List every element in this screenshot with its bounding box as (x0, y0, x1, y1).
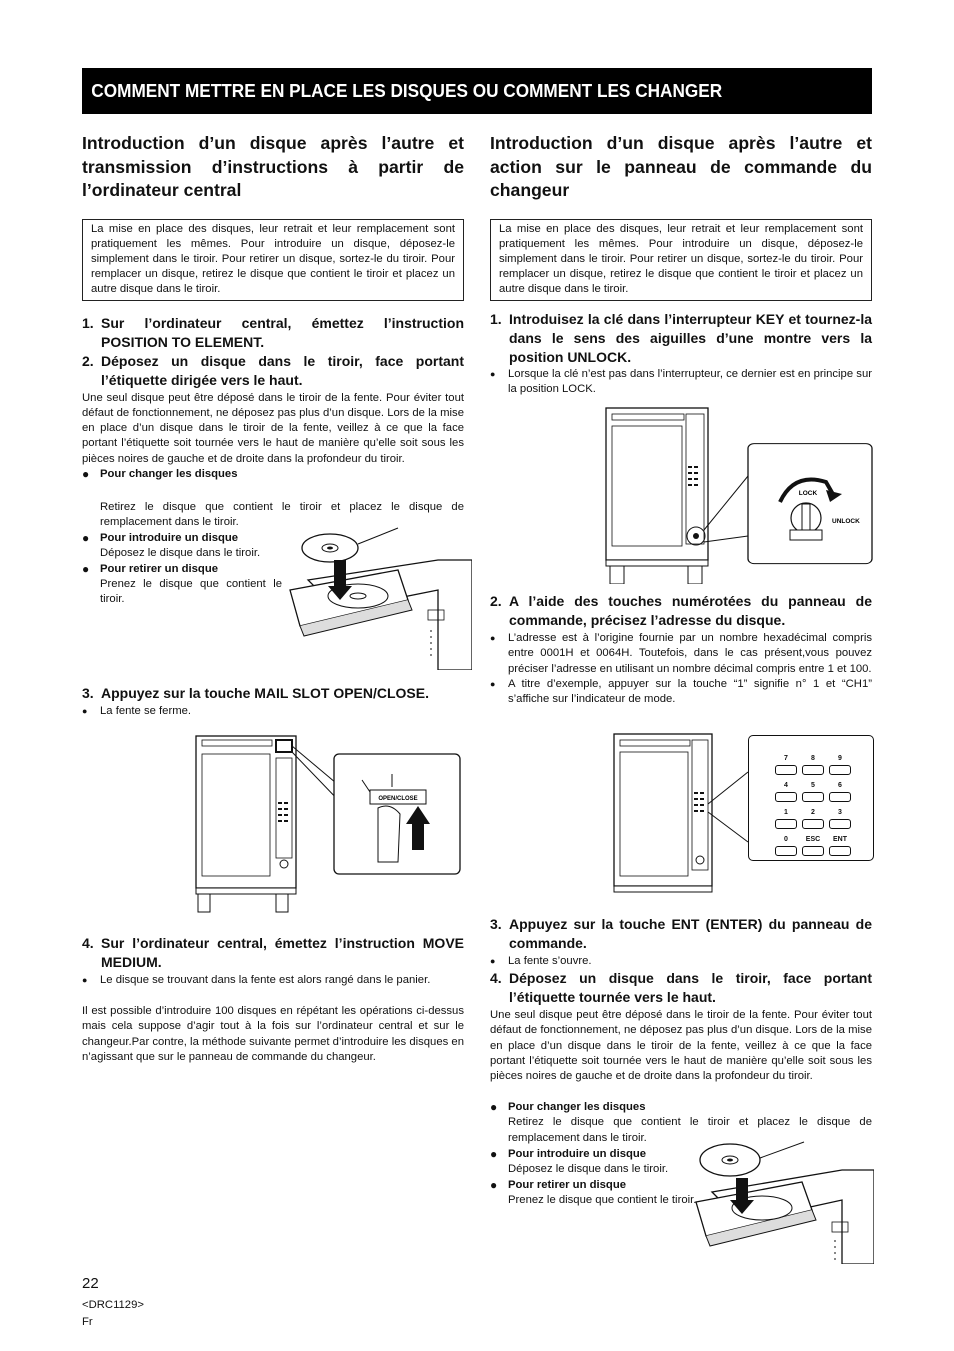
keypad-row-labels (775, 808, 851, 817)
changer-openclose-illustration (192, 732, 464, 918)
right-step-3: 3. Appuyez sur la touche ENT (ENTER) du panneau de commande. (490, 916, 872, 951)
right-note-box: La mise en place des disques, leur retrait et leur remplacement sont pratiquement les mêmes. Pour introduire un disque, déposez-le simplement dans le tiroir. Pour retirer un disque, sortez-le du tiroir. Pour remplacer un disque, retirez le disque que contient le tiroir et placez un autre disque dans le tiroir. (490, 219, 872, 301)
keypad-key[interactable] (802, 792, 824, 802)
right-heading: Introduction d’un disque après l’autre et action sur le panneau de commande du changeur (490, 133, 872, 200)
keypad-key[interactable] (829, 792, 851, 802)
keypad-key[interactable] (829, 819, 851, 829)
left-note-box: La mise en place des disques, leur retrait et leur remplacement sont pratiquement les mêmes. Pour introduire un disque, déposez-le simplement dans le tiroir. Pour retirer un disque, sortez-le du tiroir. Pour remplacer un disque, retirez le disque que contient le tiroir et placez un autre disque dans le tiroir. (82, 219, 464, 301)
right-step-2-bullets (490, 631, 872, 707)
bullet-icon: ● (82, 531, 90, 545)
keypad-key[interactable] (775, 765, 797, 775)
keypad-row-labels (775, 781, 851, 790)
left-step-3: 3. Appuyez sur la touche MAIL SLOT OPEN/CLOSE. (82, 685, 430, 701)
changer-keypad-illustration (612, 732, 874, 894)
right-step-1: 1. Introduisez la clé dans l’interrupteur KEY et tournez-la dans le sens des aiguilles d’une montre vers la position UNLOCK. (490, 310, 872, 365)
right-step-2: 2. A l’aide des touches numérotées du panneau de commande, précisez l’adresse du disque. (490, 593, 872, 628)
keypad-key[interactable] (829, 765, 851, 775)
unlock-label: UNLOCK (832, 518, 860, 525)
left-sub1-text: Retirez le disque que contient le tiroir et placez le disque de remplacement dans le tiroir. (100, 501, 464, 529)
left-heading: Introduction d’un disque après l’autre et transmission d’instructions à partir de l’ordinateur central (82, 133, 464, 200)
openclose-key-label: OPEN/CLOSE (378, 796, 418, 802)
keypad-label: ESC (805, 836, 821, 843)
sub-item: ● Pour changer les disques (82, 467, 238, 481)
left-step-1: 1. Sur l’ordinateur central, émettez l’instruction POSITION TO ELEMENT. (82, 314, 464, 350)
keypad-key[interactable] (802, 846, 824, 856)
keypad-key[interactable] (802, 819, 824, 829)
right-step-3-bullet: ● La fente s’ouvre. (490, 954, 872, 969)
keypad-key[interactable] (775, 846, 797, 856)
bullet-icon: ● (82, 975, 88, 985)
bullet-icon: ● (490, 1177, 498, 1192)
disc-drawer-illustration (288, 520, 472, 670)
right-step-1-bullet: ● Lorsque la clé n’est pas dans l’interrupteur, ce dernier est en principe sur la position LOCK. (490, 367, 872, 398)
keypad-zoom (748, 735, 874, 861)
keypad-key[interactable] (829, 846, 851, 856)
left-step-2-body: Une seul disque peut être déposé dans le tiroir de la fente. Pour éviter tout défaut de fonctionnement, ne déposez pas plus d’un disque. Lors de la mise en place d’un disque dans le tiroir de la fente, veillez à ce que la face portant l’étiquette soit tournée vers le haut de manière qu’elle soit sous les pièces noires de gauche et de droite dans la profondeur du tiroir. (82, 391, 464, 465)
keypad-label: 0 (784, 836, 788, 843)
keypad-label: 8 (811, 755, 815, 762)
bullet-item: ● A titre d’exemple, appuyer sur la touche “1” signifie n° 1 et “CH1” s’affiche sur l’indicateur de mode. (490, 677, 872, 708)
sub-item: ● Pour retirer un disque Prenez le disque que contient le tiroir. (82, 562, 282, 608)
left-step-4: 4. Sur l’ordinateur central, émettez l’instruction MOVE MEDIUM. (82, 935, 464, 970)
bullet-icon: ● (490, 956, 496, 966)
keypad-label: 1 (784, 809, 788, 816)
keypad-label: 6 (838, 782, 842, 789)
right-subitems-2 (490, 1147, 698, 1208)
bullet-icon: ● (490, 633, 496, 643)
keypad-row-keys (775, 765, 851, 775)
changer-key-illustration (604, 406, 874, 584)
sub-item: ● Pour changer les disques Retirez le disque que contient le tiroir et placez le disque de remplacement dans le tiroir. (490, 1100, 872, 1146)
left-step-3-bullet: ● La fente se ferme. (82, 704, 464, 719)
changer-front-illustration (612, 732, 752, 894)
left-step-4-bullet: ● Le disque se trouvant dans la fente est alors rangé dans le panier. (82, 973, 464, 988)
keypad-row-keys (775, 792, 851, 802)
bullet-icon: ● (490, 1100, 498, 1114)
keypad-row-labels (775, 835, 851, 844)
right-step-4-body: Une seul disque peut être déposé dans le tiroir de la fente. Pour éviter tout défaut de fonctionnement, ne déposez pas plus d’un disque. Lors de la mise en place d’un disque dans le tiroir de la fente, veillez à ce que la face portant l’étiquette soit tournée vers le haut de manière qu’elle soit sous les pièces noires de gauche et de droite dans la profondeur du tiroir. (490, 1009, 872, 1083)
keypad-label: 7 (784, 755, 788, 762)
left-step-2: 2. Déposez un disque dans le tiroir, face portant l’étiquette dirigée vers le haut. (82, 352, 464, 388)
bullet-icon: ● (82, 467, 90, 481)
bullet-icon: ● (82, 706, 88, 716)
lock-label: LOCK (798, 490, 818, 497)
left-column (82, 132, 464, 482)
sub-item: ● Pour retirer un disque Prenez le disque que contient le tiroir. (490, 1178, 698, 1209)
bullet-icon: ● (490, 368, 496, 379)
bullet-item: ● L’adresse est à l’origine fournie par un nombre hexadécimal compris entre 0001H et 0064H. Toutefois, dans le cas présent,vous pouvez préciser l’adresse en utilisant un nombre décimal compris entre 1 et 100. (490, 631, 872, 677)
section-title: COMMENT METTRE EN PLACE LES DISQUES OU COMMENT LES CHANGER (91, 80, 723, 101)
sub-item: ● Pour introduire un disque Déposez le disque dans le tiroir. (490, 1147, 698, 1178)
right-step-4: 4. Déposez un disque dans le tiroir, face portant l’étiquette tournée vers le haut. (490, 970, 872, 1005)
disc-drawer-illustration-2 (692, 1136, 874, 1264)
keypad-key[interactable] (775, 819, 797, 829)
keypad-label: 9 (838, 755, 842, 762)
keypad-label: 2 (811, 809, 815, 816)
keypad-key[interactable] (802, 765, 824, 775)
keypad-row-keys (775, 819, 851, 829)
keypad-row-labels (775, 754, 851, 763)
keypad-label: 4 (784, 782, 788, 789)
keypad-label: 3 (838, 809, 842, 816)
keypad-key[interactable] (775, 792, 797, 802)
bullet-icon: ● (490, 1147, 498, 1161)
right-column (490, 132, 872, 397)
bullet-icon: ● (490, 678, 496, 689)
language-code: Fr (82, 1316, 93, 1328)
bullet-icon: ● (82, 561, 90, 576)
left-closing-paragraph: Il est possible d’introduire 100 disques en répétant les opérations ci-dessus mais cela suppose d’agir tout à la fois sur l’ordinateur central et sur le changeur.Par contre, la méthode suivante permet d’introduire les disques en n’agissant que sur le panneau de commande du changeur. (82, 1005, 464, 1063)
sub-item: ● Pour introduire un disque Déposez le disque dans le tiroir. (82, 531, 282, 562)
keypad-grid (775, 754, 851, 856)
keypad-label: ENT (833, 836, 847, 843)
keypad-row-keys (775, 846, 851, 856)
doc-code: <DRC1129> (82, 1299, 144, 1311)
left-subitems (82, 467, 282, 482)
keypad-label: 5 (811, 782, 815, 789)
left-subitems-2 (82, 531, 282, 607)
section-banner (82, 68, 872, 114)
page-number: 22 (82, 1275, 99, 1292)
